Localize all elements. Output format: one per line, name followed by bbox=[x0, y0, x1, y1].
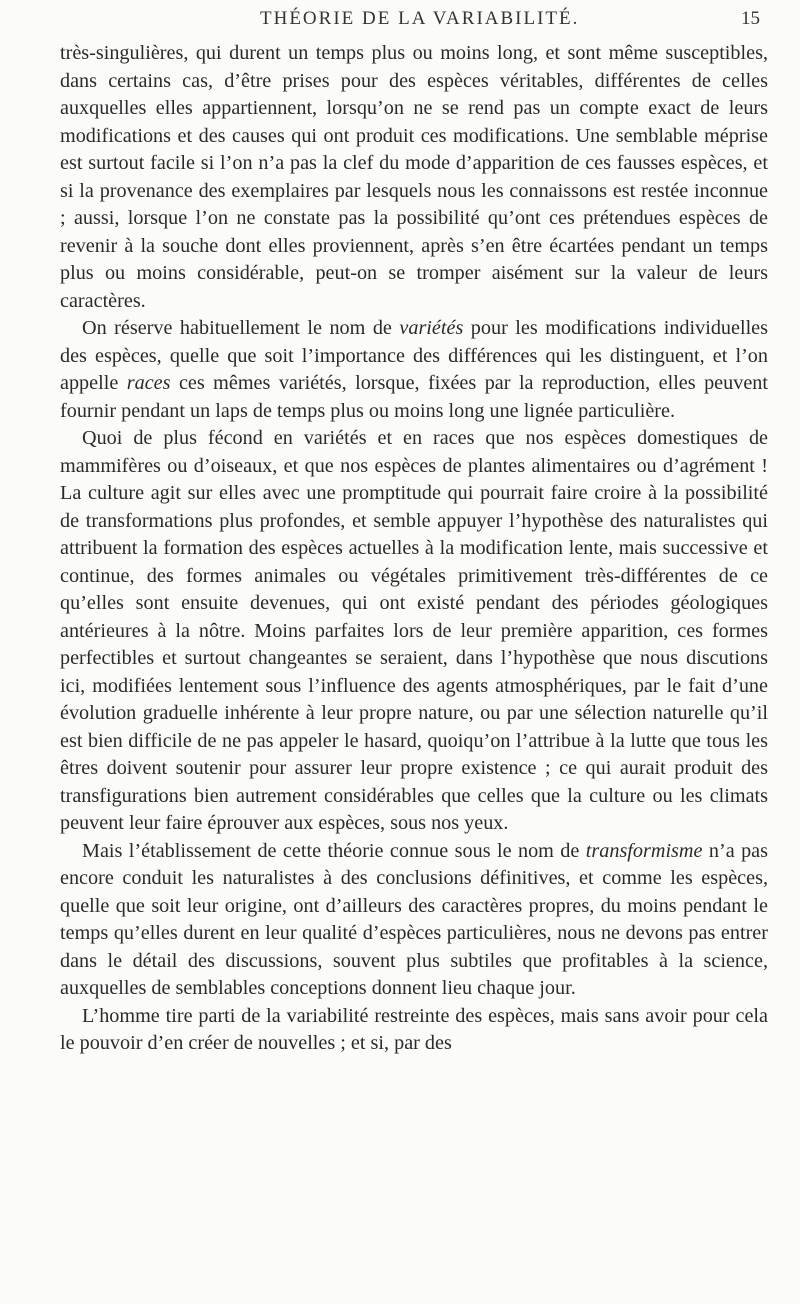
paragraph-2-text-a: On réserve habituellement le nom de bbox=[82, 317, 400, 339]
paragraph-5-text: L’homme tire parti de la variabilité restreinte des espèces, mais sans avoir pour cela le pouvoir d’en créer de nouvelles ; et si, par des bbox=[60, 1004, 768, 1054]
paragraph-1-text: très-singulières, qui durent un temps plus ou moins long, et sont même susceptibles, dans certains cas, d’être prises pour des espèces véritables, différentes de celles auxquelles elles appartiennent, lorsqu’on ne se rend pas un compte exact de leurs modifications et des causes qui ont produit ces modifications. Une semblable méprise est surtout facile si l’on n’a pas la clef du mode d’apparition de ces fausses espèces, et si la provenance des exemplaires par lesquels nous les connaissons est restée inconnue ; aussi, lorsque l’on ne constate pas la possibilité qu’ont ces prétendues espèces de revenir à la souche dont elles proviennent, après s’en être écartées pendant un temps plus ou moins considérable, peut-on se tromper aisément sur la valeur de leurs caractères. bbox=[60, 42, 768, 312]
paragraph-5 bbox=[60, 1003, 768, 1058]
paragraph-4-text-b: n’a pas encore conduit les naturalistes à des conclusions définitives, et comme les espèces, quelle que soit leur origine, ont d’ailleurs des caractères propres, du moins pendant le temps qu’elles durent en leur qualité d’espèces particulières, nous ne devons pas entrer dans le détail des discussions, souvent plus subtiles que profitables à la science, auxquelles de semblables conceptions donnent lieu chaque jour. bbox=[60, 839, 768, 999]
page-number: 15 bbox=[741, 8, 760, 29]
term-races: races bbox=[126, 372, 171, 394]
term-varietes: variétés bbox=[399, 317, 464, 339]
paragraph-4-text-a: Mais l’établissement de cette théorie connue sous le nom de bbox=[82, 839, 586, 862]
paragraph-1 bbox=[60, 40, 768, 315]
paragraph-3-text: Quoi de plus fécond en variétés et en races que nos espèces domestiques de mammifères ou d’oiseaux, et que nos espèces de plantes alimentaires ou d’agrément ! La culture agit sur elles avec une promptitude qui pourrait faire croire à la possibilité de transformations plus profondes, et semble appuyer l’hypothèse des naturalistes qui attribuent la formation des espèces actuelles à la modification lente, mais successive et continue, des formes animales ou végétales primitivement très-différentes de ce qu’elles sont ensuite devenues, qui ont existé pendant des périodes géologiques antérieures à la nôtre. Moins parfaites lors de leur première apparition, ces formes perfectibles et surtout changeantes se seraient, dans l’hypothèse que nous discutions ici, modifiées lentement sous l’influence des agents atmosphériques, par le fait d’une évolution graduelle inhérente à leur propre nature, ou par une sélection naturelle qu’il est bien difficile de ne pas appeler le hasard, quoiqu’on l’attribue à la lutte que tous les êtres doivent soutenir pour assurer leur propre existence ; ce qui aurait produit des transfigurations bien autrement considérables que celles que la culture ou les climats peuvent leur faire éprouver aux espèces, sous nos yeux. bbox=[60, 427, 768, 834]
running-head bbox=[60, 8, 760, 38]
term-transformisme: transformisme bbox=[585, 839, 703, 862]
paragraph-3 bbox=[60, 425, 768, 838]
paragraph-2-text-b: pour les modifications individuelles des espèces, quelle que soit l’importance des différences qui les distinguent, et l’on appelle bbox=[60, 317, 768, 394]
paragraph-2-text-c: ces mêmes variétés, lorsque, fixées par la reproduction, elles peuvent fournir pendant un laps de temps plus ou moins long une lignée particulière. bbox=[60, 372, 768, 422]
paragraph-2 bbox=[60, 315, 768, 425]
running-title: THÉORIE DE LA VARIABILITÉ. bbox=[260, 8, 580, 29]
body-text bbox=[60, 40, 768, 1058]
paragraph-4 bbox=[60, 838, 768, 1003]
